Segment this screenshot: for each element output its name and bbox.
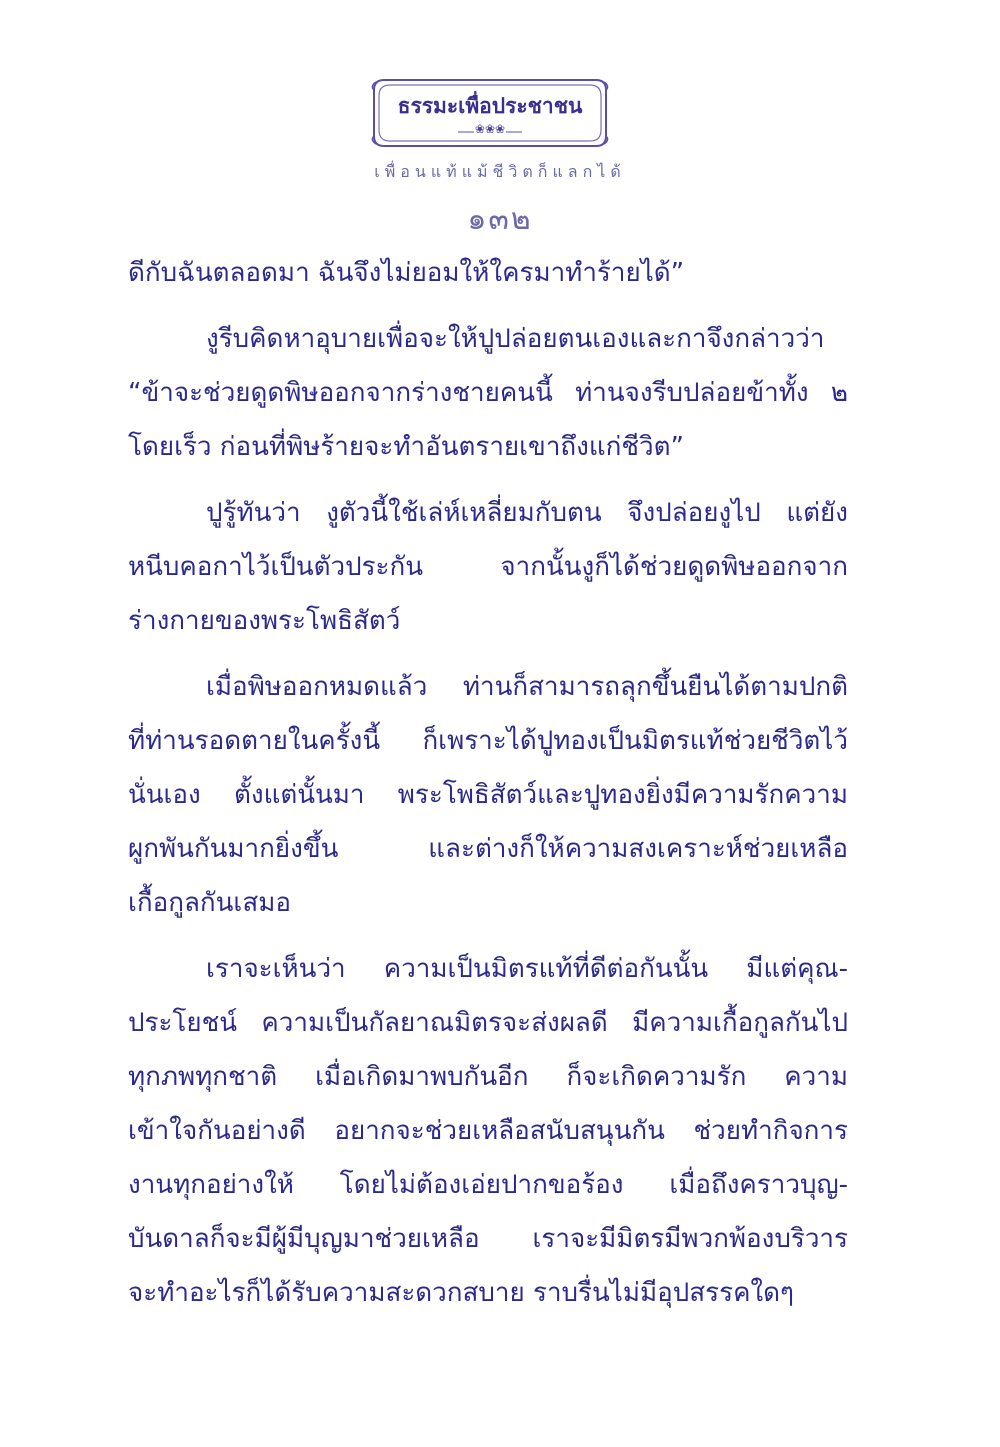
paragraph-3 [128, 486, 848, 648]
running-header-title: เพื่อนแท้แม้ชีวิตก็แลกได้ [374, 162, 626, 181]
text-line: จะทำอะไรก็ได้รับความสะดวกสบาย ราบรื่นไม่มีอุปสรรคใดๆ [128, 1278, 795, 1308]
text-line: ที่ท่านรอดตายในครั้งนี้ ก็เพราะได้ปูทองเป็นมิตรแท้ช่วยชีวิตไว้ [128, 726, 848, 756]
paragraph-1 [128, 246, 848, 300]
paragraph-4 [128, 660, 848, 930]
body-text [128, 246, 848, 1320]
text-line: เราจะเห็นว่า ความเป็นมิตรแท้ที่ดีต่อกันนั้น มีแต่คุณ- [206, 954, 848, 984]
paragraph-2 [128, 312, 848, 474]
text-line: งูรีบคิดหาอุบายเพื่อจะให้ปูปล่อยตนเองและกาจึงกล่าวว่า [206, 324, 825, 354]
page-number: ๑๓๒ [467, 202, 533, 237]
text-line: ประโยชน์ ความเป็นกัลยาณมิตรจะส่งผลดี มีความเกื้อกูลกันไป [128, 1008, 848, 1038]
text-line: นั่นเอง ตั้งแต่นั้นมา พระโพธิสัตว์และปูทองยิ่งมีความรักความ [128, 780, 848, 810]
logo-title: ธรรมะเพื่อประชาชน [397, 94, 583, 118]
text-line: ปูรู้ทันว่า งูตัวนี้ใช้เล่ห์เหลี่ยมกับตน จึงปล่อยงูไป แต่ยัง [206, 498, 848, 528]
text-line: เมื่อพิษออกหมดแล้ว ท่านก็สามารถลุกขึ้นยืนได้ตามปกติ [206, 672, 848, 702]
text-line: ผูกพันกันมากยิ่งขึ้น และต่างก็ให้ความสงเคราะห์ช่วยเหลือ [128, 834, 848, 864]
text-line: หนีบคอกาไว้เป็นตัวประกัน จากนั้นงูก็ได้ช่วยดูดพิษออกจาก [128, 552, 848, 582]
text-line: บันดาลก็จะมีผู้มีบุญมาช่วยเหลือ เราจะมีมิตรมีพวกพ้องบริวาร [128, 1224, 848, 1254]
text-line: ทุกภพทุกชาติ เมื่อเกิดมาพบกันอีก ก็จะเกิดความรัก ความ [128, 1062, 848, 1092]
text-line: เกื้อกูลกันเสมอ [128, 888, 291, 918]
book-logo [370, 76, 610, 150]
text-line: ร่างกายของพระโพธิสัตว์ [128, 606, 401, 636]
text-line: เข้าใจกันอย่างดี อยากจะช่วยเหลือสนับสนุนกัน ช่วยทำกิจการ [128, 1116, 848, 1146]
logo-ornament-icon: ❀❀❀ [474, 122, 506, 136]
text-line: “ข้าจะช่วยดูดพิษออกจากร่างชายคนนี้ ท่านจงรีบปล่อยข้าทั้ง ๒ [128, 378, 848, 408]
text-line: ดีกับฉันตลอดมา ฉันจึงไม่ยอมให้ใครมาทำร้ายได้” [128, 258, 685, 288]
paragraph-5 [128, 942, 848, 1320]
text-line: งานทุกอย่างให้ โดยไม่ต้องเอ่ยปากขอร้อง เมื่อถึงคราวบุญ- [128, 1170, 848, 1200]
text-line: โดยเร็ว ก่อนที่พิษร้ายจะทำอันตรายเขาถึงแก่ชีวิต” [128, 432, 684, 462]
